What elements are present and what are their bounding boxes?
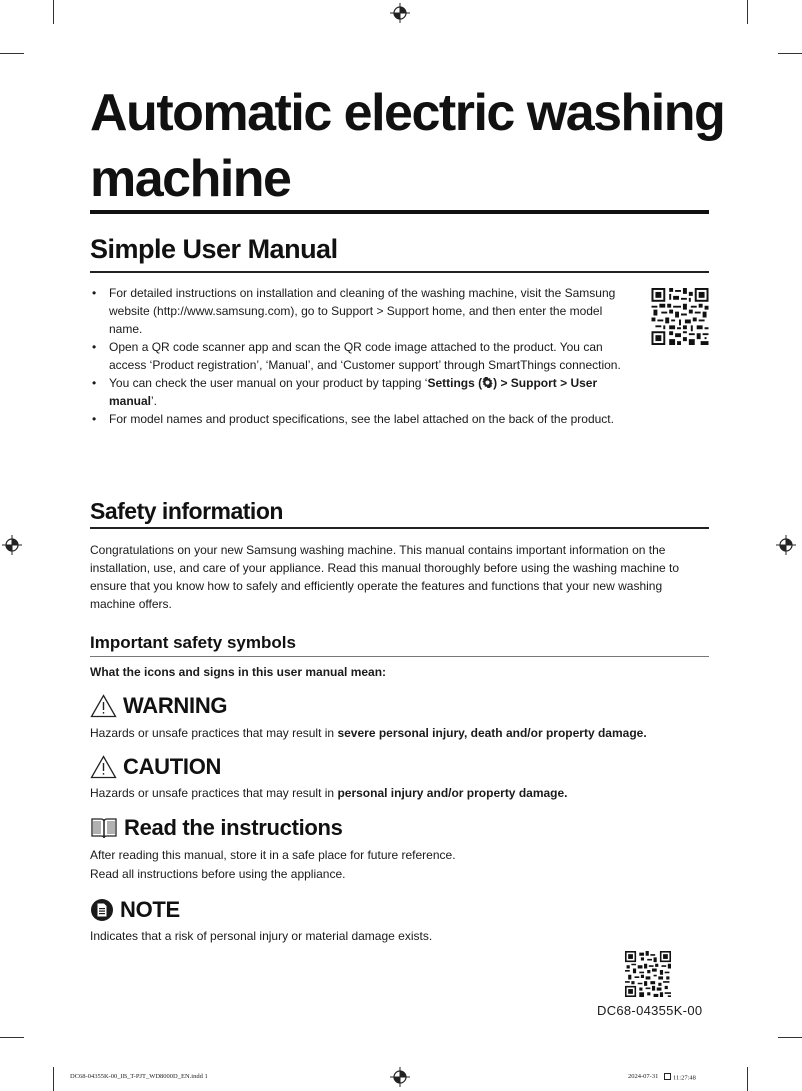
list-item: • Open a QR code scanner app and scan the QR code image attached to the product. You can access ‘Product registration’, ‘Manual’, and ‘Customer support’ through SmartThings connection. xyxy=(90,339,638,375)
print-date: 2024-07-31 xyxy=(628,1073,659,1080)
caution-text: Hazards or unsafe practices that may result in personal injury and/or property damage. xyxy=(90,786,568,800)
symbols-rule xyxy=(90,656,709,657)
section-rule xyxy=(90,527,709,529)
registration-mark-icon xyxy=(776,535,796,555)
registration-mark-icon xyxy=(2,535,22,555)
document-code: DC68-04355K-00 xyxy=(597,1003,703,1018)
read-instructions-heading: Read the instructions xyxy=(90,815,343,841)
caution-triangle-icon xyxy=(90,755,117,779)
file-name: DC68-04355K-00_IB_T-PJT_WD8000D_EN.indd 1 xyxy=(70,1073,208,1080)
crop-mark xyxy=(0,1037,24,1038)
registration-mark-icon xyxy=(390,3,410,23)
warning-heading: WARNING xyxy=(90,693,227,719)
list-item: • For detailed instructions on installation and cleaning of the washing machine, visit the Samsung website (http://www.samsung.com), go to Support > Support home, and then enter the model name. xyxy=(90,285,638,338)
crop-mark xyxy=(53,1067,54,1091)
gear-icon xyxy=(482,377,493,388)
symbols-intro: What the icons and signs in this user manual mean: xyxy=(90,665,387,679)
registration-mark-icon xyxy=(390,1067,410,1087)
symbols-heading: Important safety symbols xyxy=(90,633,296,652)
read-text-line2: Read all instructions before using the appliance. xyxy=(90,867,346,881)
qr-code-icon xyxy=(625,951,671,997)
warning-text: Hazards or unsafe practices that may result in severe personal injury, death and/or property damage. xyxy=(90,726,647,740)
list-item: • For model names and product specifications, see the label attached on the back of the product. xyxy=(90,411,638,429)
subtitle: Simple User Manual xyxy=(90,234,338,264)
note-text: Indicates that a risk of personal injury or material damage exists. xyxy=(90,929,433,943)
section-heading-safety: Safety information xyxy=(90,498,283,524)
page-title: Automatic electric washing machine xyxy=(90,84,725,208)
intro-bullet-list xyxy=(90,285,638,429)
subtitle-rule xyxy=(90,271,709,273)
note-heading: NOTE xyxy=(90,897,180,923)
safety-paragraph: Congratulations on your new Samsung washing machine. This manual contains important information on the installation, use, and care of your appliance. Read this manual thoroughly before using the washing machine to ensure that you know how to safely and efficiently operate the features and functions that your new washing machine offers. xyxy=(90,543,680,611)
crop-mark xyxy=(778,1037,802,1038)
crop-mark xyxy=(0,53,24,54)
crop-mark xyxy=(778,53,802,54)
caution-heading: CAUTION xyxy=(90,754,221,780)
list-item: • You can check the user manual on your product by tapping ‘Settings ( ) > Support > User manual’. xyxy=(90,375,638,411)
clock-icon xyxy=(664,1073,671,1080)
open-book-icon xyxy=(90,816,118,840)
crop-mark xyxy=(747,0,748,24)
qr-code-icon xyxy=(651,288,709,345)
crop-mark xyxy=(747,1067,748,1091)
title-rule xyxy=(90,210,709,214)
note-icon xyxy=(90,898,114,922)
print-time: 11:27:48 xyxy=(664,1073,696,1082)
read-text-line1: After reading this manual, store it in a safe place for future reference. xyxy=(90,848,456,862)
crop-mark xyxy=(53,0,54,24)
warning-triangle-icon xyxy=(90,694,117,718)
